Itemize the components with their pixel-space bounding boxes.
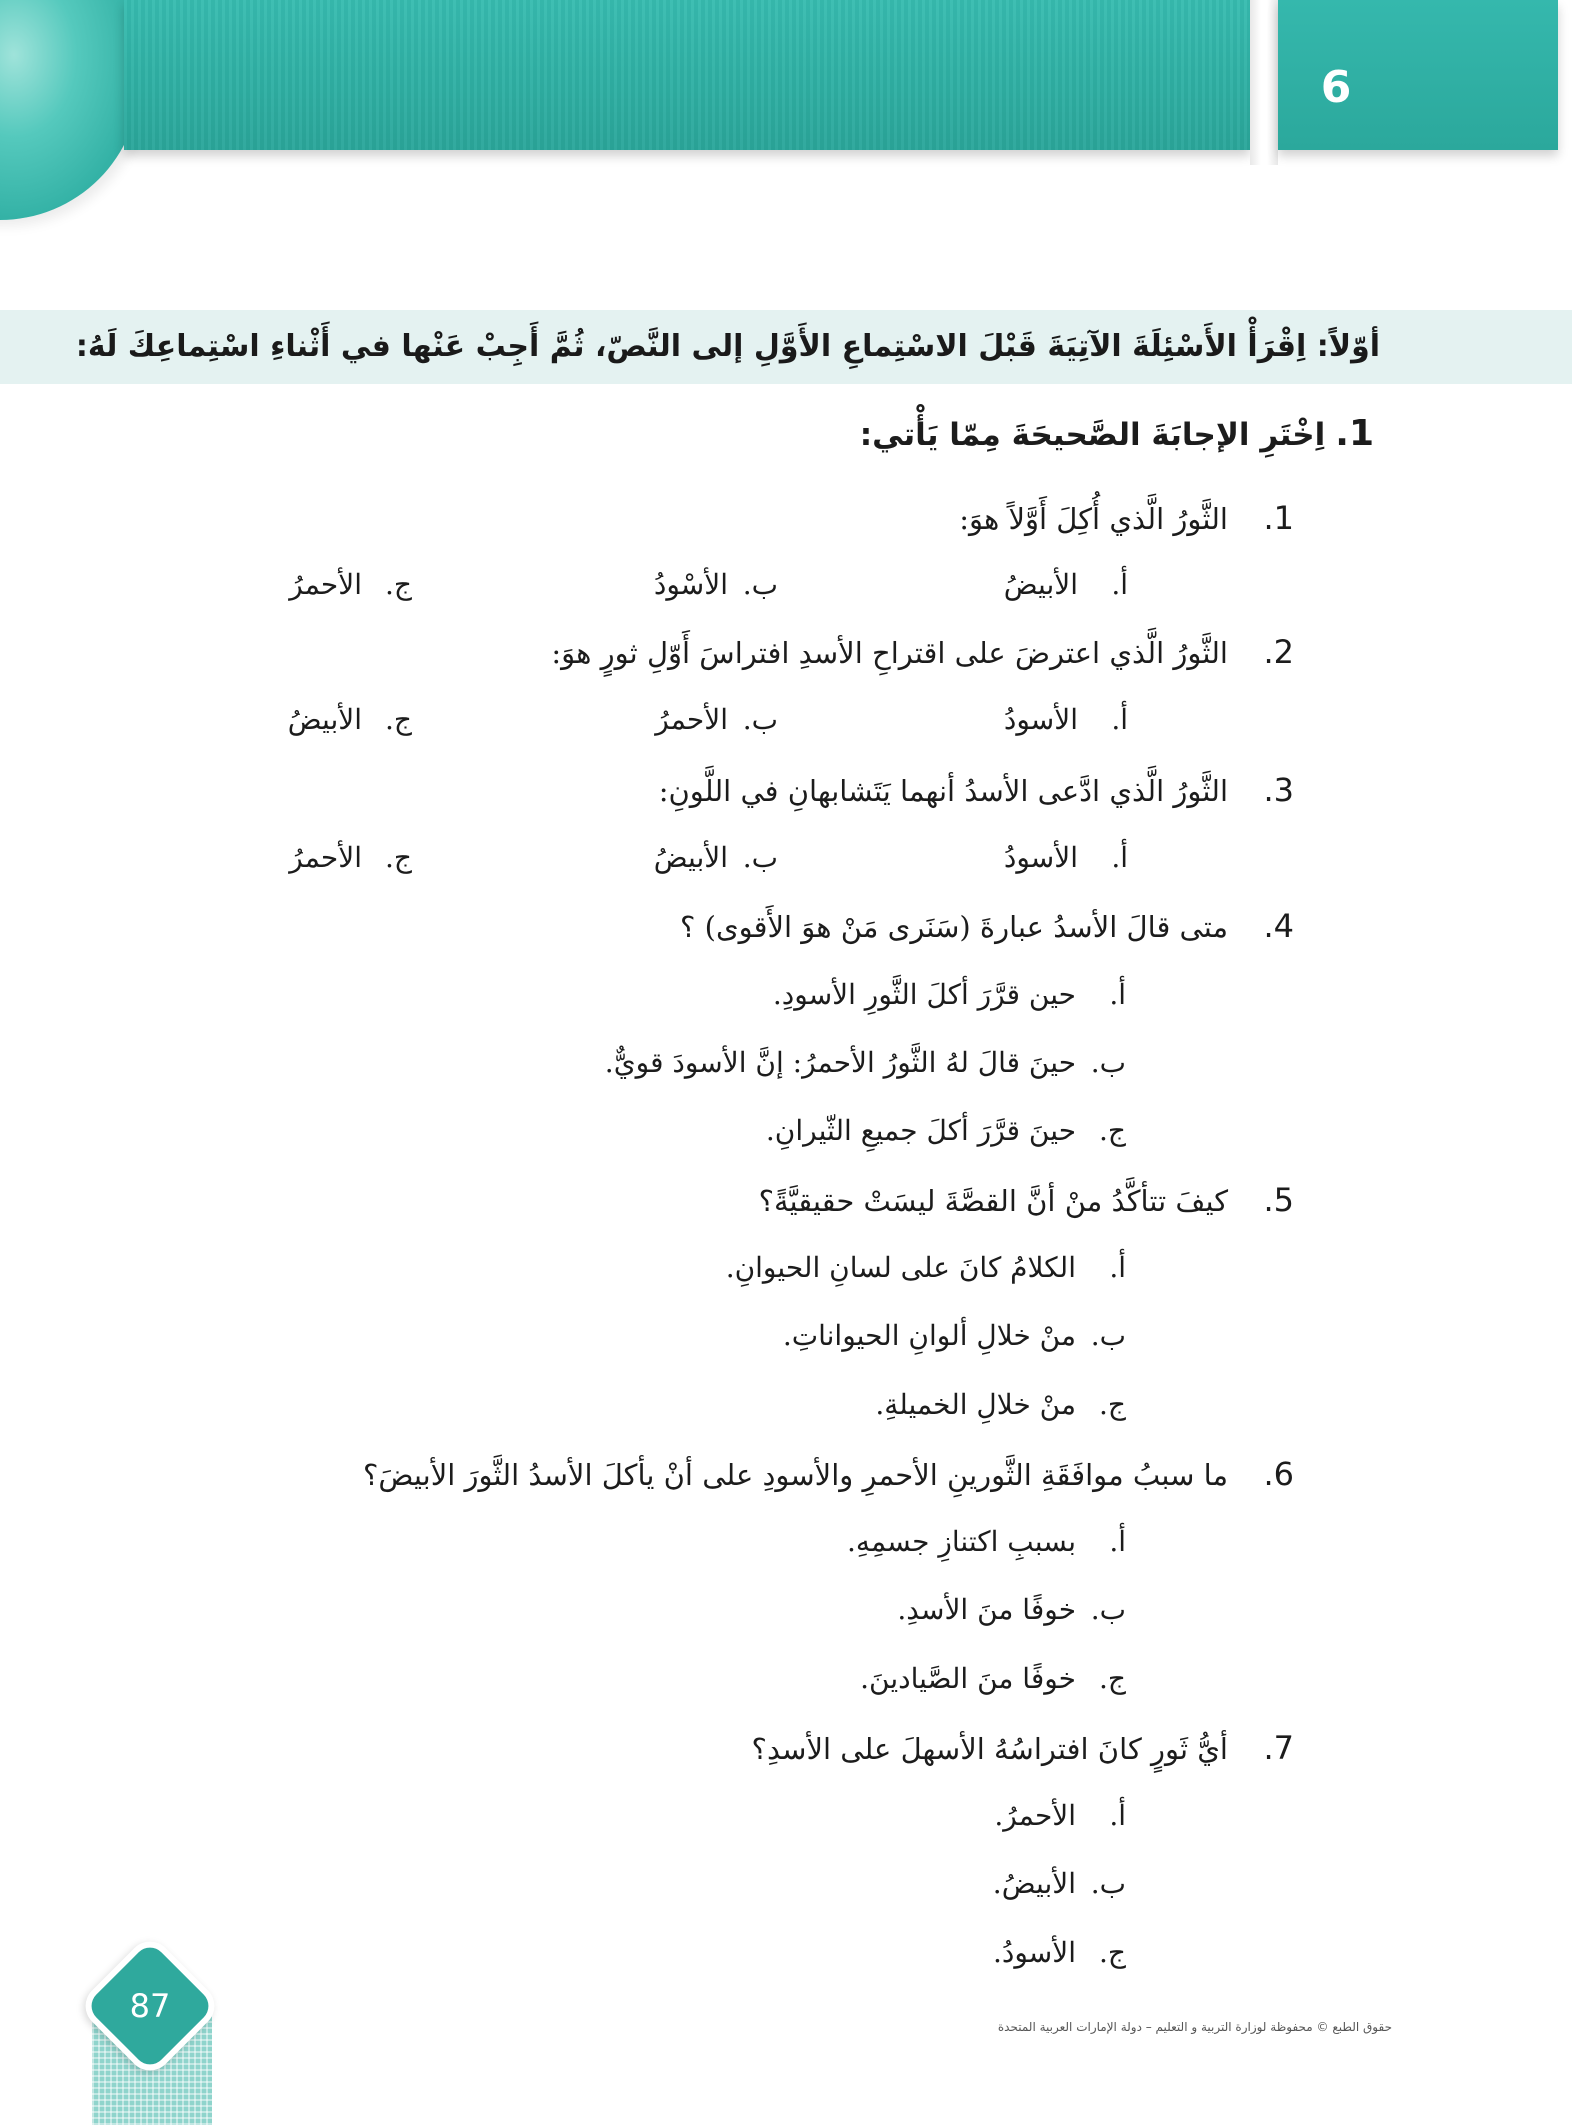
instruction [374,404,1374,465]
question-1-option-a: أ.الأبيضُ [1003,568,1128,601]
question-7: 7.أيُّ ثَورٍ كانَ افتراسُهُ الأسهلَ على الأسدِ؟ [751,1729,1294,1767]
question-3: 3.الثَّورُ الَّذي ادَّعى الأسدُ أنهما يَتَشابهانِ في اللَّونِ: [658,771,1294,809]
question-6: 6.ما سببُ موافَقَةِ الثَّورينِ الأحمرِ والأسودِ على أنْ يأكلَ الأسدُ الثَّورَ الأبيضَ؟ [362,1455,1294,1493]
question-7-option-a: أ.الأحمرُ. [994,1799,1126,1832]
question-6-option-c: ج.خوفًا منَ الصَّيادينَ. [860,1662,1126,1695]
unit-number: 6 [1320,62,1352,113]
question-3-option-c: ج.الأحمرُ [289,841,412,874]
question-5-option-a: أ.الكلامُ كانَ على لسانِ الحيوانِ. [725,1251,1126,1284]
header-banner [124,0,1250,150]
corner-decoration [0,0,140,220]
instruction-number: 1. [1335,413,1374,454]
page-number: 87 [129,1987,171,2025]
question-4-option-b: ب.حينَ قالَ لهُ الثَّورُ الأحمرُ: إنَّ الأسودَ قويٌّ. [604,1046,1126,1079]
question-6-option-a: أ.بسببِ اكتنازِ جسمِهِ. [847,1525,1126,1558]
question-4-option-c: ج.حينَ قرَّرَ أكلَ جميعِ الثّيرانِ. [765,1114,1126,1147]
question-2-option-a: أ.الأسودُ [1003,703,1128,736]
question-text: الثَّورُ الَّذي أُكِلَ أَوَّلاً هوَ: [959,502,1228,536]
question-4: 4.متى قالَ الأسدُ عبارةَ (سَنَرى مَنْ هوَ الأَقوى) ؟ [680,907,1294,945]
question-3-option-a: أ.الأسودُ [1003,841,1128,874]
banner-divider [1250,0,1278,165]
instruction-text: اِخْتَرِ الإجابَةَ الصَّحيحَةَ مِمّا يَأْتي: [859,417,1326,453]
question-2: 2.الثَّورُ الَّذي اعترضَ على اقتراحِ الأسدِ افتراسَ أَوّلِ ثورٍ هوَ: [551,633,1294,671]
question-2-option-b: ب.الأحمرُ [655,703,778,736]
question-4-option-a: أ.حين قرَّرَ أكلَ الثَّورِ الأسودِ. [772,978,1126,1011]
question-number: 1. [1263,499,1294,537]
section-heading: أوّلاً: اِقْرَأْ الأَسْئِلَةَ الآتِيَةَ قَبْلَ الاسْتِماعِ الأَوَّلِ إلى النَّصّ، ثُمَّ أَجِبْ عَنْها في أَثْناءِ اسْتِماعِكَ لَهُ: [75,329,1380,364]
question-1-option-b: ب.الأسْودُ [653,568,778,601]
question-1-option-c: ج.الأحمرُ [289,568,412,601]
question-7-option-c: ج.الأسودُ. [992,1936,1126,1969]
question-3-option-b: ب.الأبيضُ [653,841,778,874]
question-5-option-c: ج.منْ خلالِ الخميلةِ. [875,1388,1126,1421]
copyright-notice: حقوق الطبع © محفوظة لوزارة التربية و التعليم – دولة الإمارات العربية المتحدة [997,2020,1392,2034]
question-5: 5.كيفَ تتأكَّدُ منْ أنَّ القصَّةَ ليسَتْ حقيقيَّةً؟ [758,1181,1294,1219]
question-2-option-c: ج.الأبيضُ [287,703,412,736]
question-6-option-b: ب.خوفًا منَ الأسدِ. [897,1593,1126,1626]
question-1 [959,492,1294,545]
question-5-option-b: ب.منْ خلالِ ألوانِ الحيواناتِ. [782,1319,1126,1352]
question-7-option-b: ب.الأبيضُ. [992,1867,1126,1900]
